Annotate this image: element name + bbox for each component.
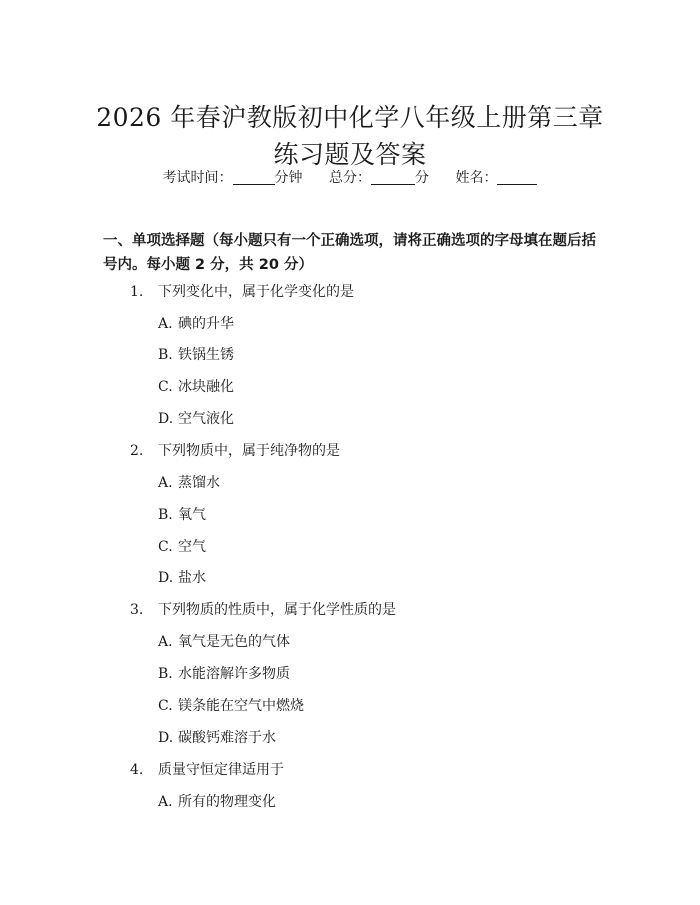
total-score-blank — [371, 170, 415, 185]
question-2 — [130, 441, 340, 461]
section-heading: 一、单项选择题（每小题只有一个正确选项，请将正确选项的字母填在题后括号内。每小题 2 分，共 20 分） — [103, 233, 596, 273]
exam-time-unit: 分钟 — [274, 170, 303, 186]
option-letter: B. — [158, 347, 173, 363]
total-score-field — [329, 168, 429, 188]
option-text: 镁条能在空气中燃烧 — [178, 698, 304, 714]
question-2-option-a — [158, 473, 220, 493]
student-name-blank — [497, 170, 537, 185]
question-3 — [130, 600, 396, 620]
question-2-option-c — [158, 537, 206, 557]
option-text: 氧气是无色的气体 — [178, 634, 290, 650]
option-letter: D. — [158, 570, 174, 586]
option-text: 碳酸钙难溶于水 — [178, 730, 276, 746]
option-letter: C. — [158, 539, 173, 555]
option-letter: D. — [158, 730, 174, 746]
question-3-option-c — [158, 696, 304, 716]
option-text: 蒸馏水 — [178, 475, 220, 491]
student-name-field — [455, 168, 537, 188]
option-text: 冰块融化 — [178, 379, 234, 395]
option-text: 碘的升华 — [178, 316, 234, 332]
option-letter: A. — [158, 316, 173, 332]
option-letter: A. — [158, 634, 173, 650]
question-text: 下列物质中，属于纯净物的是 — [158, 443, 340, 459]
option-letter: C. — [158, 698, 173, 714]
question-1-option-c — [158, 377, 234, 397]
option-letter: A. — [158, 794, 173, 810]
title-line-2: 练习题及答案 — [273, 139, 427, 169]
question-number: 4. — [130, 762, 144, 778]
option-text: 空气 — [178, 539, 206, 555]
option-letter: D. — [158, 411, 174, 427]
question-text: 下列物质的性质中，属于化学性质的是 — [158, 602, 396, 618]
exam-time-blank — [233, 170, 275, 185]
question-2-option-b — [158, 505, 206, 525]
question-number: 2. — [130, 443, 144, 459]
question-3-option-a — [158, 632, 290, 652]
option-letter: C. — [158, 379, 173, 395]
question-2-option-d — [158, 568, 206, 588]
option-text: 铁锅生锈 — [178, 347, 234, 363]
option-text: 水能溶解许多物质 — [178, 666, 290, 682]
question-4 — [130, 760, 284, 780]
option-text: 盐水 — [178, 570, 206, 586]
question-number: 3. — [130, 602, 144, 618]
option-letter: A. — [158, 475, 173, 491]
question-4-option-a — [158, 792, 276, 812]
option-text: 所有的物理变化 — [178, 794, 276, 810]
student-name-label: 姓名： — [455, 170, 498, 186]
page-title — [0, 99, 700, 173]
question-1-option-b — [158, 345, 234, 365]
exam-time-field — [163, 168, 303, 188]
exam-info-line — [0, 168, 700, 188]
title-line-1: 2026 年春沪教版初中化学八年级上册第三章 — [96, 102, 604, 132]
question-text: 下列变化中，属于化学变化的是 — [158, 284, 354, 300]
question-3-option-b — [158, 664, 290, 684]
option-text: 氧气 — [178, 507, 206, 523]
total-score-label: 总分： — [329, 170, 371, 186]
option-letter: B. — [158, 507, 173, 523]
question-1-option-a — [158, 314, 234, 334]
question-3-option-d — [158, 728, 276, 748]
question-number: 1. — [130, 284, 144, 300]
total-score-unit: 分 — [415, 170, 429, 186]
option-letter: B. — [158, 666, 173, 682]
exam-time-label: 考试时间： — [162, 170, 233, 186]
question-1 — [130, 282, 354, 302]
question-1-option-d — [158, 409, 234, 429]
question-text: 质量守恒定律适用于 — [158, 762, 284, 778]
option-text: 空气液化 — [178, 411, 234, 427]
